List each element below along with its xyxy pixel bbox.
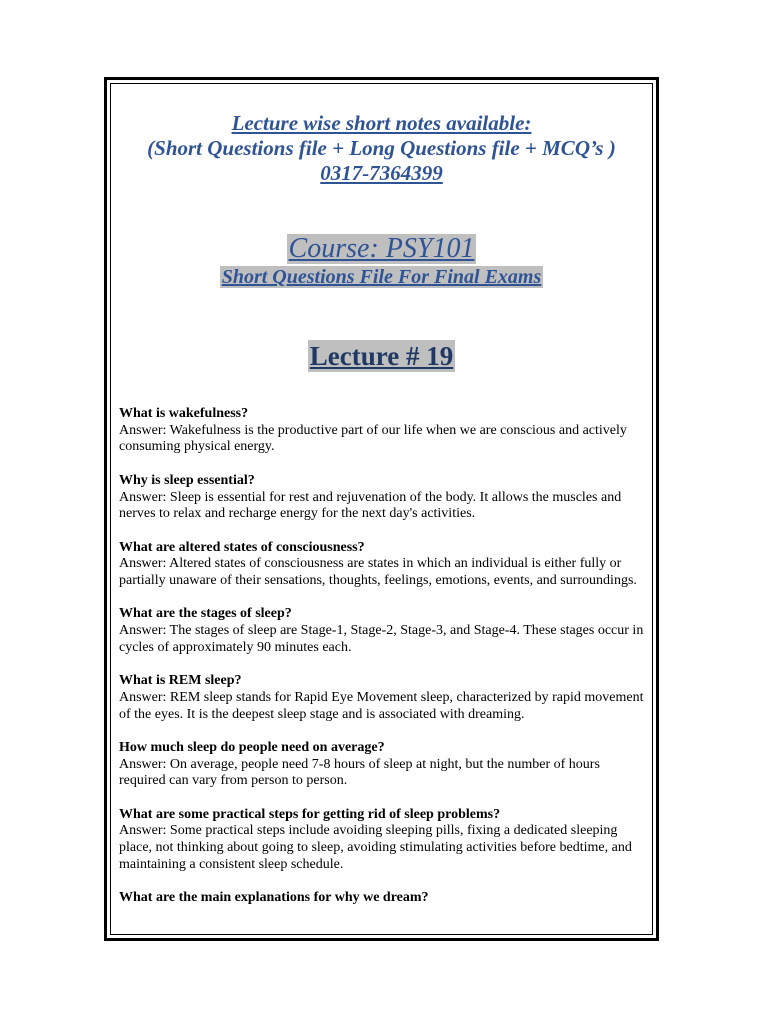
answer: Answer: Wakefulness is the productive part of our life when we are conscious and actively consuming physical energy. [119,422,627,455]
qa-item [119,540,644,590]
answer: Answer: REM sleep stands for Rapid Eye Movement sleep, characterized by rapid movement of the eyes. It is the deepest sleep stage and is associated with dreaming. [119,689,644,722]
banner-line-2: (Short Questions file + Long Questions file + MCQ’s ) [147,136,616,160]
course-title: Course: PSY101 [288,233,475,264]
question: What are the main explanations for why we dream? [119,890,429,906]
qa-item [119,606,644,656]
question: What is wakefulness? [119,406,249,421]
page-content [110,83,653,935]
answer: Answer: The stages of sleep are Stage-1, Stage-2, Stage-3, and Stage-4. These stages occur in cycles of approximately 90 minutes each. [119,623,644,655]
course-subtitle: Short Questions File For Final Exams [221,266,542,288]
qa-item [119,473,644,523]
qa-item [119,406,644,456]
question: Why is sleep essential? [119,472,255,488]
lecture-title: Lecture # 19 [309,341,454,371]
answer: Answer: On average, people need 7-8 hours of sleep at night, but the number of hours required can vary from person to person. [119,756,600,789]
qa-item [119,673,644,723]
lecture-heading [111,340,652,372]
qa-item [119,740,644,790]
question: What are the stages of sleep? [119,606,292,622]
page-border [104,77,659,941]
banner-phone: 0317-7364399 [320,161,443,185]
answer: Answer: Sleep is essential for rest and rejuvenation of the body. It allows the muscles and nerves to relax and recharge energy for the next day's activities. [119,489,622,522]
question: What are some practical steps for getting rid of sleep problems? [119,806,501,822]
question: What are altered states of consciousness? [119,539,365,555]
qa-list [119,406,644,924]
question: What is REM sleep? [119,673,242,689]
qa-item [119,890,644,907]
course-heading [111,234,652,288]
answer: Answer: Altered states of consciousness are states in which an individual is either fully or partially unaware of their sensations, thoughts, feelings, emotions, events, and surroundings. [119,556,637,588]
qa-item [119,807,644,874]
banner-line-1: Lecture wise short notes available: [231,111,532,135]
answer: Answer: Some practical steps include avoiding sleeping pills, fixing a dedicated sleeping place, not thinking about going to sleep, avoiding stimulating activities before bedtime, and maintaining a consistent sleep schedule. [119,823,632,872]
notes-banner [111,111,652,186]
question: How much sleep do people need on average? [119,739,385,755]
